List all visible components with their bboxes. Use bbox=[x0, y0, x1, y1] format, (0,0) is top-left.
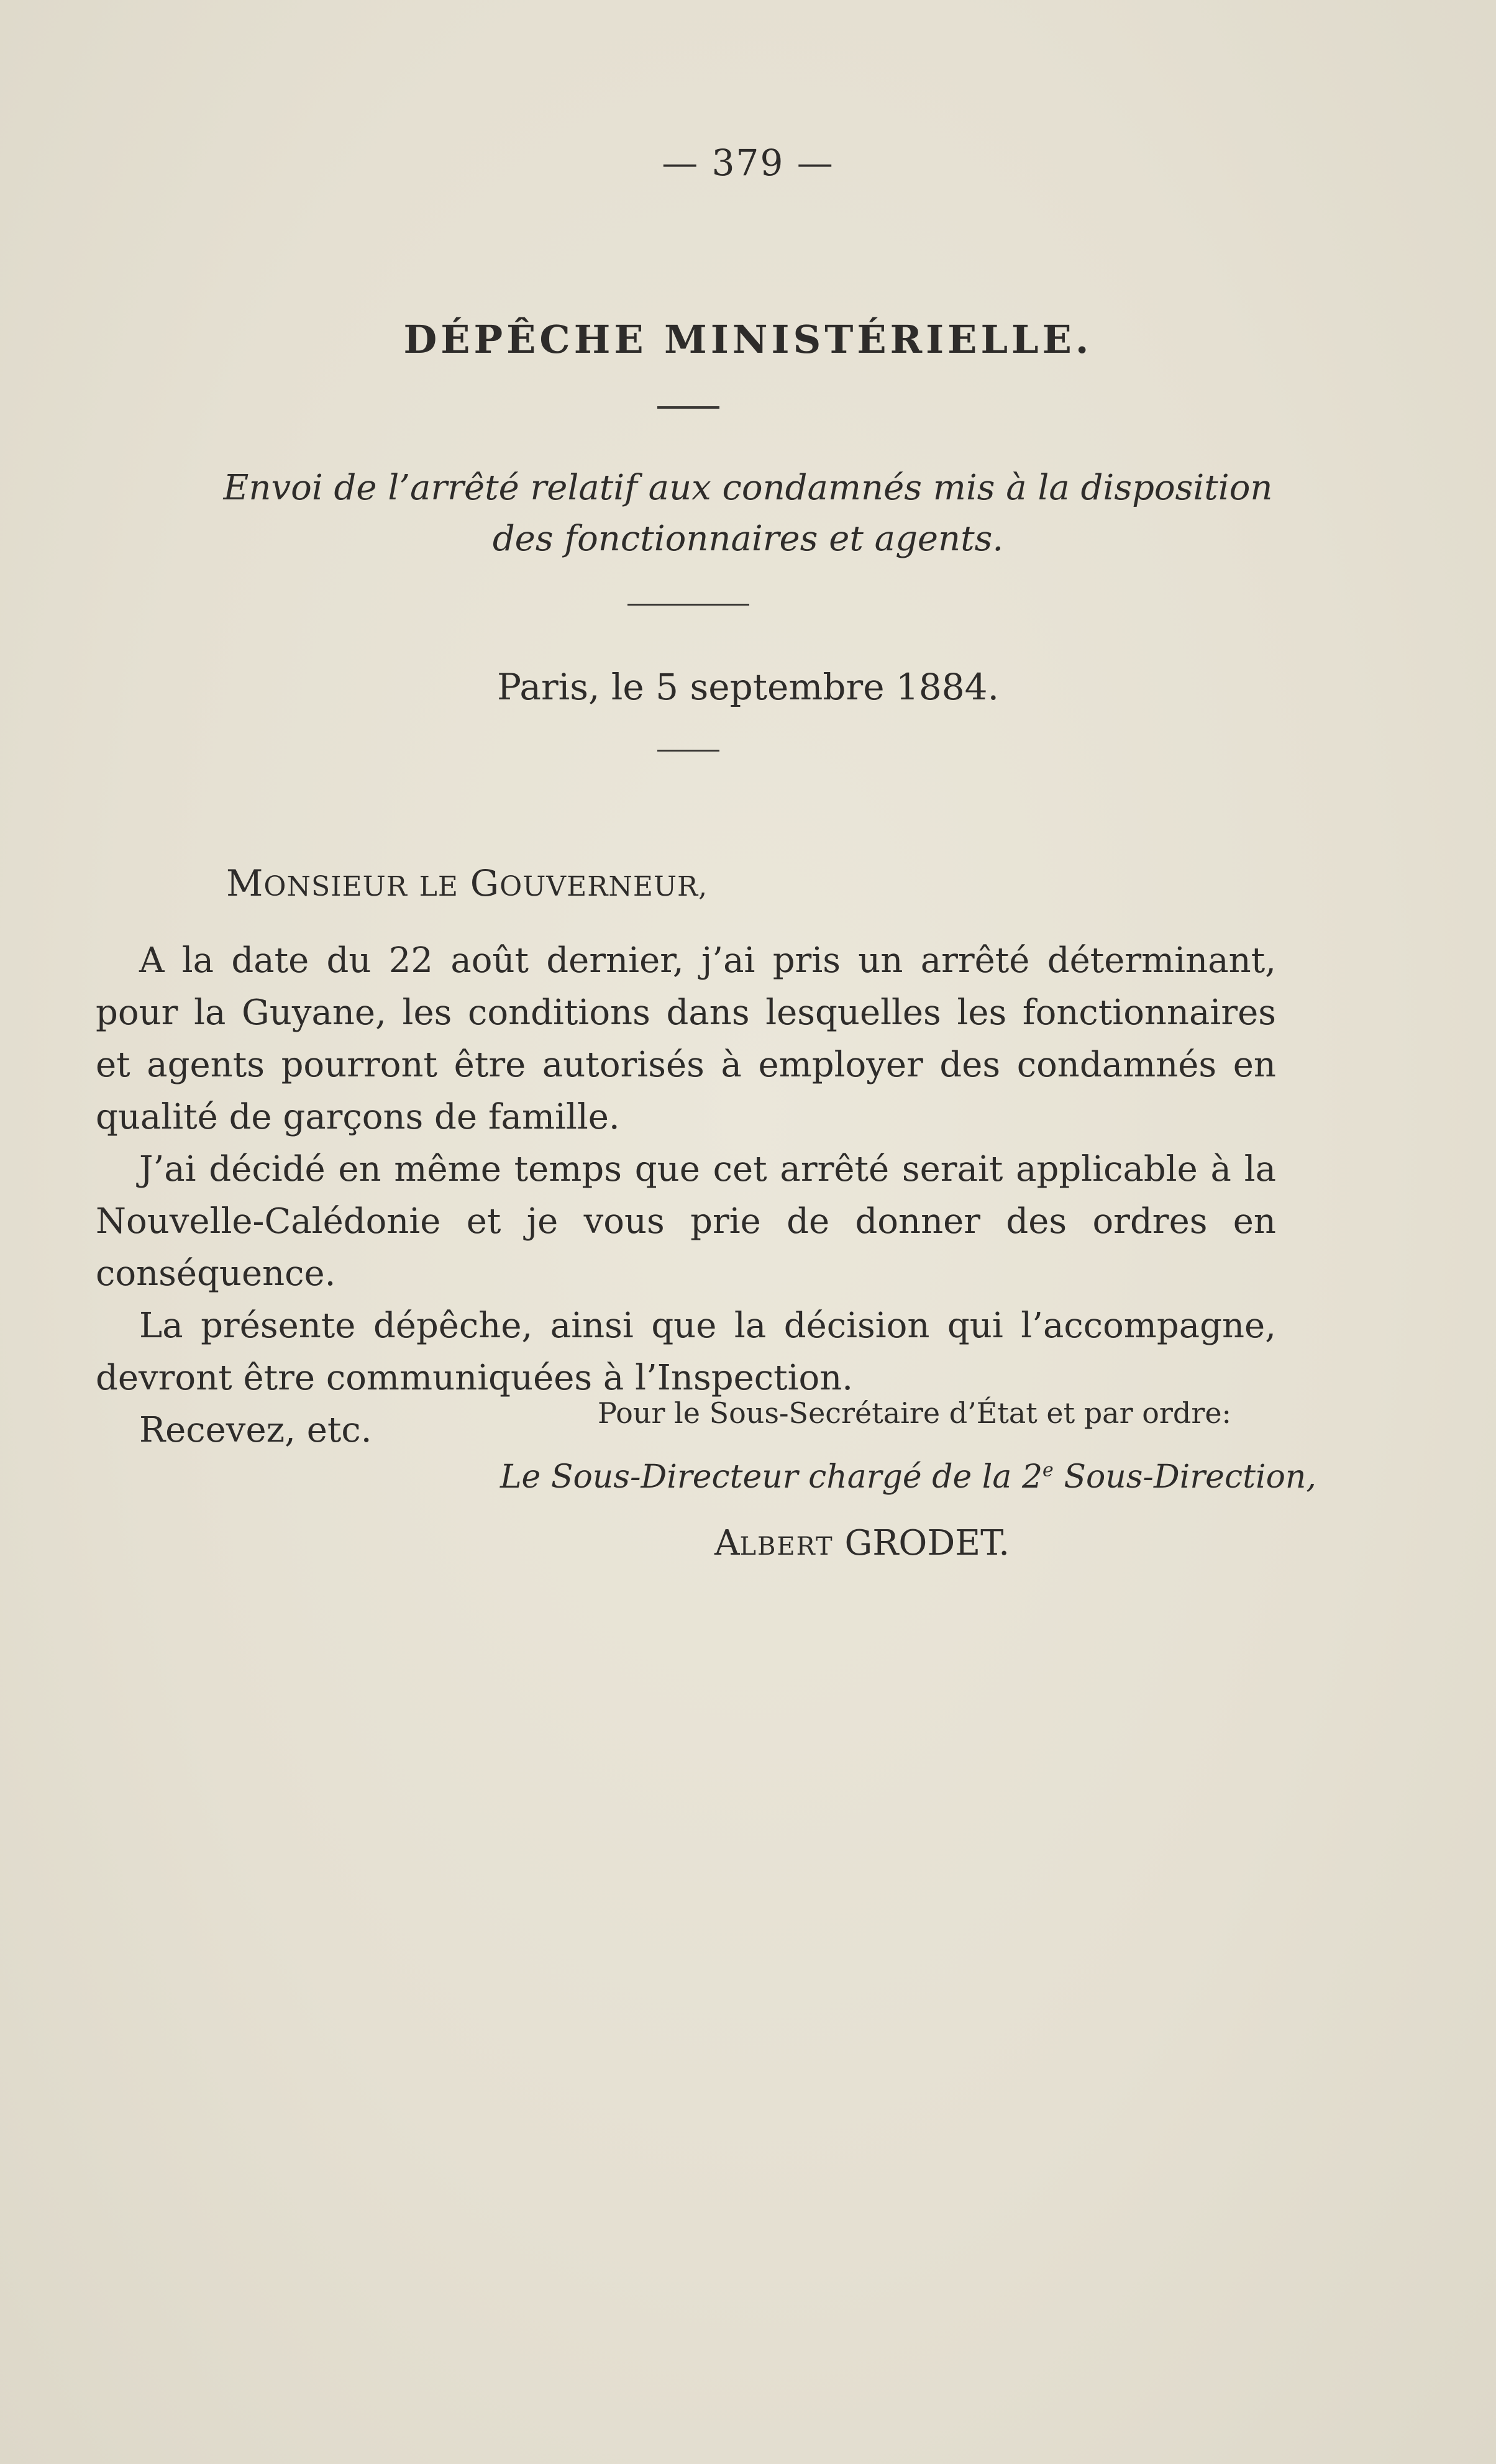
signature-title-main: Le Sous-Directeur chargé de la 2 bbox=[500, 1458, 1043, 1496]
salutation-rest-3: OUVERNEUR bbox=[499, 871, 699, 902]
dateline-divider bbox=[657, 750, 719, 752]
paragraph-1: A la date du 22 août dernier, j’ai pris un arrêté déterminant, pour la Guyane, les conditions dans lesquelles les fonctionnaires et agents pourront être autorisés à employer des condamnés en qualité de garçons de famille. bbox=[96, 940, 1276, 1137]
signature-name bbox=[714, 1523, 1010, 1563]
paragraph-4: Recevez, etc. bbox=[139, 1410, 372, 1450]
salutation-initial-1: M bbox=[226, 862, 264, 904]
document-title: DÉPÊCHE MINISTÉRIELLE. bbox=[403, 317, 1093, 362]
salutation-word-2: LE bbox=[419, 871, 458, 902]
signature-title-end: Sous-Direction, bbox=[1064, 1458, 1316, 1496]
signature-title bbox=[500, 1458, 1316, 1496]
title-divider bbox=[657, 406, 719, 409]
subtitle-line-1: Envoi de l’arrêté relatif aux condamnés mis à la disposition bbox=[223, 468, 1273, 508]
subtitle-divider bbox=[627, 604, 749, 606]
signature-name-rest: LBERT bbox=[739, 1532, 834, 1561]
subtitle-line-2: des fonctionnaires et agents. bbox=[492, 519, 1004, 559]
salutation-rest-1: ONSIEUR bbox=[263, 871, 408, 902]
page-number: — 379 — bbox=[662, 142, 834, 184]
signature-surname: GRODET. bbox=[844, 1523, 1010, 1563]
salutation-initial-3: G bbox=[470, 862, 500, 904]
paragraph-2: J’ai décidé en même temps que cet arrêté serait applicable à la Nouvelle-Calédonie et je vous prie de donner des ordres en conséquence. bbox=[96, 1149, 1276, 1294]
signature-title-sup: e bbox=[1042, 1459, 1054, 1481]
salutation-punct: , bbox=[698, 871, 708, 902]
paragraph-3: La présente dépêche, ainsi que la décision qui l’accompagne, devront être communiquées à l’Inspection. bbox=[96, 1306, 1276, 1398]
signature-intro: Pour le Sous-Secrétaire d’État et par ordre: bbox=[598, 1396, 1232, 1430]
letter-body bbox=[96, 935, 1276, 1457]
document-subtitle bbox=[0, 463, 1496, 565]
signature-name-initial: A bbox=[714, 1523, 740, 1563]
salutation bbox=[226, 862, 708, 904]
dateline: Paris, le 5 septembre 1884. bbox=[496, 666, 1000, 708]
